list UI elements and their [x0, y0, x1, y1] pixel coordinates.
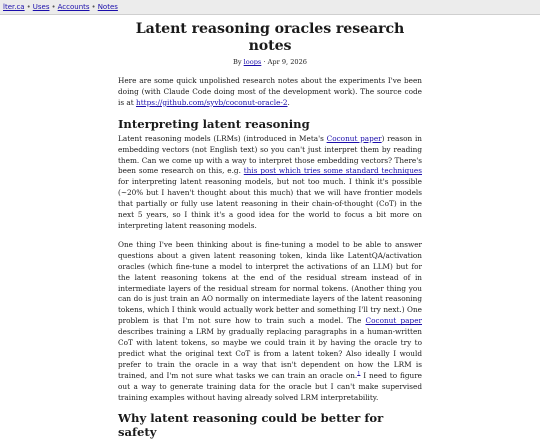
breadcrumb [0, 0, 540, 15]
paragraph-text: One thing I've been thinking about is fine-tuning a model to be able to answer questions about a given latent reasoning token, kinda like LatentQA/activation oracles (which fine-tune a model to interpret the activations of an LLM) but for the latent reasoning tokens at the end of the residual stream instead of in intermediate layers of the residual stream for normal tokens. (Another thing you can do is just train an AO normally on intermediate layers of the latent reasoning tokens, which I think would actually work better and something I'll try next.) One problem is that I'm not sure how to train such a model. The [118, 239, 422, 326]
byline [118, 58, 422, 66]
paragraph-text: for interpreting latent reasoning models, but not too much. I think it's possible (~20% but I haven't thought about this much) that we will have frontier models that partially or fully use latent reasoning in their chain-of-thought (CoT) in the next 5 years, so I think it's a good idea for the world to focus a bit more on interpreting latent reasoning models. [118, 177, 422, 230]
page-title: Latent reasoning oracles research notes [135, 21, 405, 54]
article [118, 21, 422, 439]
intro-text-end: . [287, 97, 290, 107]
paragraph-text: describes training a LRM by gradually replacing paragraphs in a human-written CoT with latent tokens, so maybe we could train it by having the oracle try to predict what the original text CoT is from a latent token? Also ideally I would prefer to train the oracle in a way that isn't dependent on how the LRM is trained, and I'm not sure what tasks we can train an oracle on. [118, 327, 422, 380]
breadcrumb-uses-link[interactable]: Uses [32, 3, 50, 11]
coconut-paper-link[interactable]: Coconut paper [326, 133, 382, 143]
paragraph-2 [118, 240, 422, 404]
source-code-link[interactable]: https://github.com/syvb/coconut-oracle-2 [136, 97, 288, 107]
byline-prefix: By [232, 58, 244, 66]
author-link[interactable]: loops [243, 58, 262, 66]
breadcrumb-separator: • [51, 3, 56, 11]
breadcrumb-site-link[interactable]: lter.ca [3, 3, 25, 11]
footnote-link[interactable]: 1 [357, 370, 361, 377]
section-heading-interpreting: Interpreting latent reasoning [118, 116, 310, 131]
breadcrumb-separator: • [26, 3, 31, 11]
post-date: · Apr 9, 2026 [261, 58, 307, 66]
breadcrumb-notes-link[interactable]: Notes [97, 3, 118, 11]
intro-paragraph [118, 76, 422, 109]
paragraph-text: ) reason in embedding vectors (not English text) so you can't just interpret them by reading them. Can we come up with a way to interpret those embedding vectors? There's been some research on this, e.g. [118, 133, 423, 176]
breadcrumb-accounts-link[interactable]: Accounts [57, 3, 90, 11]
paragraph-text: Latent reasoning models (LRMs) (introduced in Meta's [118, 133, 327, 143]
paragraph-1 [118, 134, 422, 232]
breadcrumb-separator: • [91, 3, 96, 11]
coconut-paper-link-2[interactable]: Coconut paper [365, 316, 422, 326]
standard-techniques-post-link[interactable]: this post which tries some standard techniques [243, 166, 422, 176]
paragraph-text: I need to figure out a way to generate training data for the oracle but I can't make supervised training examples without having already solved LRM interpretability. [118, 370, 422, 402]
intro-text: Here are some quick unpolished research notes about the experiments I've been doing (with Claude Code doing most of the development work). The source code is at [118, 76, 422, 107]
section-heading-why-safety: Why latent reasoning could be better for safety [118, 411, 384, 439]
